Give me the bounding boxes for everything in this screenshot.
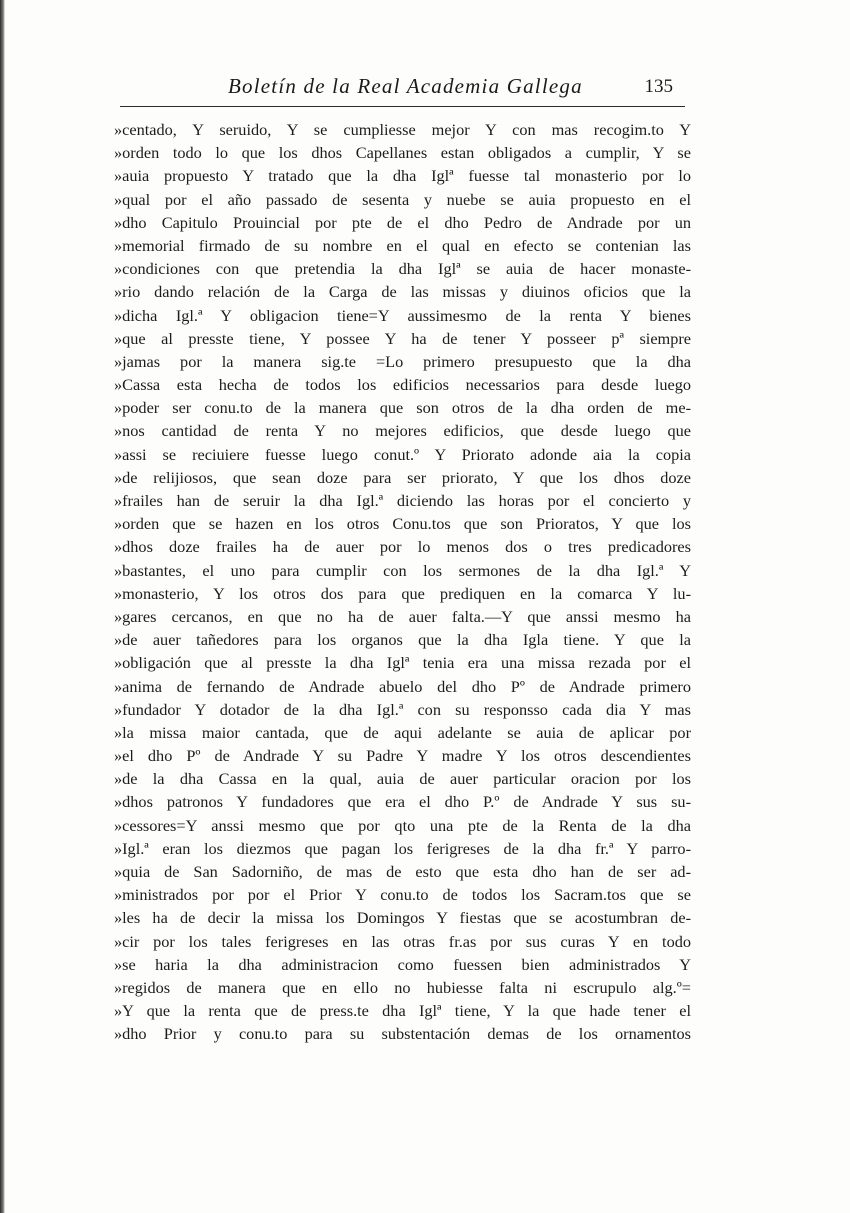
text-line: »fundador Y dotador de la dha Igl.ª con su responsso cada dia Y mas xyxy=(114,699,691,719)
text-line: »orden todo lo que los dhos Capellanes estan obligados a cumplir, Y se xyxy=(114,143,691,163)
text-line: »assi se reciuiere fuesse luego conut.º Y Priorato adonde aia la copia xyxy=(114,444,691,464)
text-line: »centado, Y seruido, Y se cumpliesse mejor Y con mas recogim.to Y xyxy=(114,120,691,139)
text-line: »cessores=Y anssi mesmo que por qto una pte de la Renta de la dha xyxy=(114,815,691,835)
text-line: »poder ser conu.to de la manera que son otros de la dha orden de me- xyxy=(114,398,691,418)
text-line: »ministrados por por el Prior Y conu.to de todos los Sacram.tos que se xyxy=(114,885,691,905)
text-line: »les ha de decir la missa los Domingos Y fiestas que se acostumbran de- xyxy=(114,908,691,928)
text-line: »de la dha Cassa en la qual, auia de auer particular oracion por los xyxy=(114,769,691,789)
text-line: »se haria la dha administracion como fuessen bien administrados Y xyxy=(114,954,691,974)
text-line: »memorial firmado de su nombre en el qual en efecto se contenian las xyxy=(114,235,691,255)
text-line: »gares cercanos, en que no ha de auer falta.—Y que anssi mesmo ha xyxy=(114,606,691,626)
page-number: 135 xyxy=(644,76,673,97)
text-line: »dicha Igl.ª Y obligacion tiene=Y aussimesmo de la renta Y bienes xyxy=(114,305,691,325)
running-title: Boletín de la Real Academia Gallega xyxy=(228,74,583,98)
text-line: »Igl.ª eran los diezmos que pagan los ferigreses de la dha fr.ª Y parro- xyxy=(114,838,691,858)
text-line: »dho Capitulo Prouincial por pte de el dho Pedro de Andrade por un xyxy=(114,212,691,232)
text-line: »orden que se hazen en los otros Conu.tos que son Prioratos, Y que los xyxy=(114,514,691,534)
page-binding-edge xyxy=(0,0,5,1213)
text-line: »Y que la renta que de press.te dha Iglª tiene, Y la que hade tener el xyxy=(114,1001,691,1021)
text-line: »dhos doze frailes ha de auer por lo menos dos o tres predicadores xyxy=(114,537,691,557)
text-line: »nos cantidad de renta Y no mejores edificios, que desde luego que xyxy=(114,421,691,441)
text-line: »frailes han de seruir la dha Igl.ª diciendo las horas por el concierto y xyxy=(114,491,691,510)
text-line: »auia propuesto Y tratado que la dha Iglª fuesse tal monasterio por lo xyxy=(114,166,691,186)
text-line: »Cassa esta hecha de todos los edificios necessarios para desde luego xyxy=(114,375,691,395)
text-line: »anima de fernando de Andrade abuelo del dho Pº de Andrade primero xyxy=(114,676,691,696)
text-line: »jamas por la manera sig.te =Lo primero presupuesto que la dha xyxy=(114,351,691,371)
text-line: »obligación que al presste la dha Iglª tenia era una missa rezada por el xyxy=(114,653,691,673)
text-line: »bastantes, el uno para cumplir con los sermones de la dha Igl.ª Y xyxy=(114,560,691,580)
text-line: »cir por los tales ferigreses en las otras fr.as por sus curas Y en todo xyxy=(114,931,691,951)
body-text xyxy=(114,118,691,1046)
text-line: »monasterio, Y los otros dos para que prediquen en la comarca Y lu- xyxy=(114,583,691,603)
text-line: »el dho Pº de Andrade Y su Padre Y madre Y los otros descendientes xyxy=(114,746,691,766)
text-line: »dhos patronos Y fundadores que era el dho P.º de Andrade Y sus su- xyxy=(114,792,691,812)
text-line: »rio dando relación de la Carga de las missas y diuinos oficios que la xyxy=(114,282,691,302)
text-line: »de relijiosos, que sean doze para ser priorato, Y que los dhos doze xyxy=(114,467,691,487)
text-line: »qual por el año passado de sesenta y nuebe se auia propuesto en el xyxy=(114,189,691,209)
text-line: »que al presste tiene, Y possee Y ha de tener Y posseer pª siempre xyxy=(114,328,691,348)
text-line: »dho Prior y conu.to para su substentación demas de los ornamentos xyxy=(114,1024,691,1044)
text-line: »de auer tañedores para los organos que la dha Igla tiene. Y que la xyxy=(114,630,691,650)
page-header xyxy=(120,70,685,107)
text-line: »condiciones con que pretendia la dha Iglª se auia de hacer monaste- xyxy=(114,259,691,279)
text-line: »quia de San Sadorniño, de mas de esto que esta dho han de ser ad- xyxy=(114,862,691,881)
text-line: »la missa maior cantada, que de aqui adelante se auia de aplicar por xyxy=(114,722,691,742)
text-line: »regidos de manera que en ello no hubiesse falta ni escrupulo alg.º= xyxy=(114,977,691,997)
